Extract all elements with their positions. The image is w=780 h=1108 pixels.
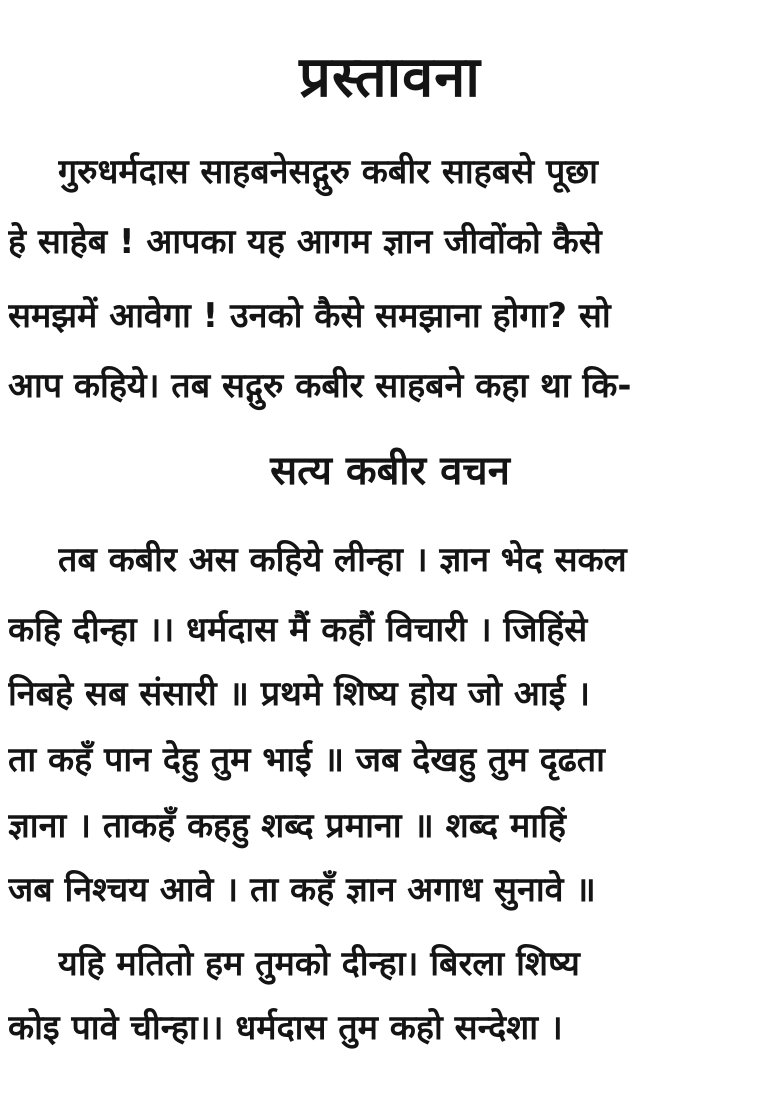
verse-line-8: कोइ पावे चीन्हा।। धर्मदास तुम कहो सन्देशा । — [8, 1008, 563, 1048]
verse-line-1: तब कबीर अस कहिये लीन्हा । ज्ञान भेद सकल — [58, 540, 627, 580]
verse-line-2: कहि दीन्हा ।। धर्मदास मैं कहौं विचारी । जिहिंसे — [8, 610, 588, 650]
page-title: प्रस्तावना — [299, 45, 481, 110]
verse-line-3: निबहे सब संसारी ॥ प्रथमे शिष्य होय जो आई । — [8, 674, 590, 714]
verse-line-4: ता कहँ पान देहु तुम भाई ॥ जब देखहु तुम दृढता — [8, 740, 605, 780]
section-heading: सत्य कबीर वचन — [270, 448, 510, 494]
intro-line-1: गुरुधर्मदास साहबनेसद्गुरु कबीर साहबसे पूछा — [58, 152, 598, 192]
verse-line-7: यहि मतितो हम तुमको दीन्हा। बिरला शिष्य — [58, 944, 580, 984]
intro-line-4: आप कहिये। तब सद्गुरु कबीर साहबने कहा था कि- — [8, 366, 632, 406]
intro-line-2: हे साहेब ! आपका यह आगम ज्ञान जीवोंको कैसे — [8, 222, 602, 262]
verse-line-5: ज्ञाना । ताकहँ कहहु शब्द प्रमाना ॥ शब्द माहिं — [8, 806, 566, 846]
verse-line-6: जब निश्चय आवे । ता कहँ ज्ञान अगाध सुनावे ॥ — [8, 870, 596, 910]
intro-line-3: समझमें आवेगा ! उनको कैसे समझाना होगा? सो — [8, 296, 611, 336]
